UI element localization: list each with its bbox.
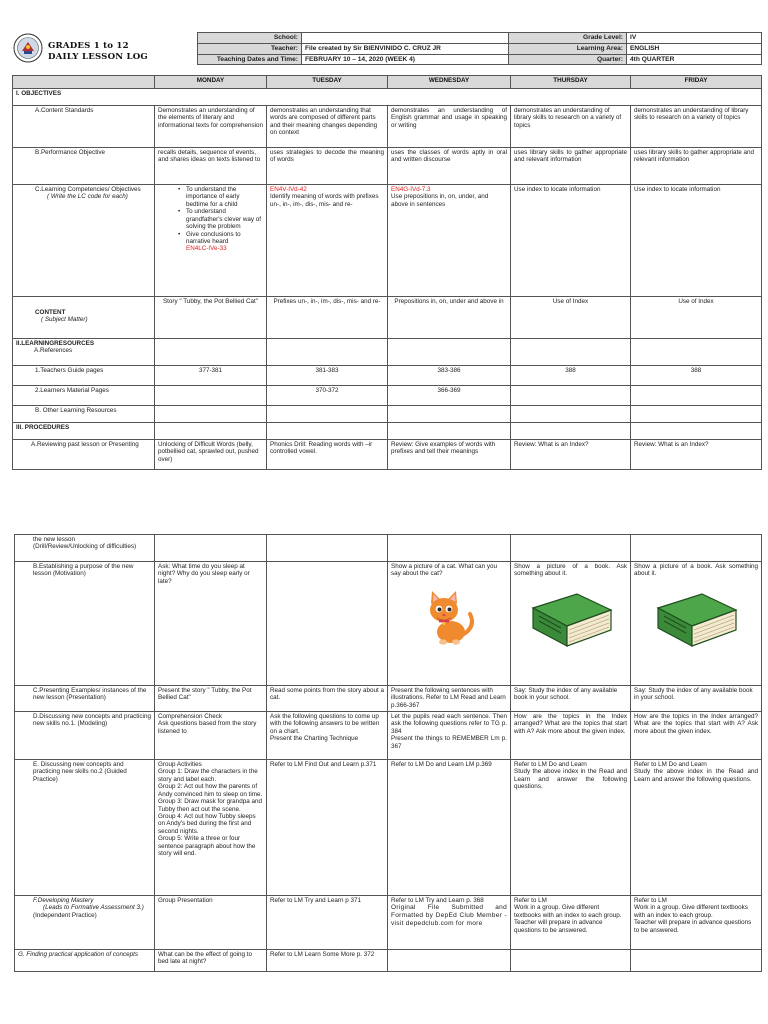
cell (511, 950, 631, 972)
cell-text: Use prepositions in, on, under, and above in sentences (391, 193, 489, 208)
cell: 366-369 (388, 386, 511, 406)
cell (511, 562, 631, 686)
list-item: • To understand the importance of early bedtime for a child (174, 186, 263, 208)
cell: Review: What is an Index? (511, 440, 631, 470)
cell (388, 339, 511, 366)
cell: Refer to LM Do and Learn Study the above index in the Read and Learn and answer the following questions. (511, 760, 631, 896)
green-book-illustration (650, 586, 742, 654)
section-procedures: III. PROCEDURES (13, 423, 155, 440)
cell: Review: What is an Index? (631, 440, 762, 470)
corner-cell (13, 76, 155, 89)
cell (388, 535, 511, 562)
cell: Story " Tubby, the Pot Bellied Cat" (155, 297, 267, 339)
row-label-discussing-1: D.Discussing new concepts and practicing new skills no.1. (Modeling) (15, 712, 155, 760)
cell: Present the following sentences with illustrations. Refer to LM Read and Learn p.366-367 (388, 686, 511, 712)
cell: Refer to LM Try and Learn p 371 (267, 896, 388, 950)
teacher-value: File created by Sir BIENVINIDO C. CRUZ JR (302, 43, 509, 54)
cell: How are the topics in the Index arranged? What are the topics that start with A? Ask more about the given index. (511, 712, 631, 760)
deped-seal-icon (13, 33, 43, 63)
cell: uses strategies to decode the meaning of words (267, 148, 388, 185)
cell (155, 339, 267, 366)
area-label: Learning Area: (509, 43, 627, 54)
cell: recalls details, sequence of events, and shares ideas on texts listened to (155, 148, 267, 185)
cell: Say: Study the index of any available book in your school. (631, 686, 762, 712)
cell: Ask the following questions to come up with the following answers to be written on a chart. Present the Charting Technique (267, 712, 388, 760)
school-value (302, 33, 509, 44)
cell: Present the story " Tubby, the Pot Bellied Cat" (155, 686, 267, 712)
row-label-application: G. Finding practical application of concepts (15, 950, 155, 972)
cell (267, 185, 388, 297)
row-label-content (13, 297, 155, 339)
cell: demonstrates an understanding of English grammar and usage in speaking or writing (388, 106, 511, 148)
cell: Say: Study the index of any available book in your school. (511, 686, 631, 712)
day-header-thursday: THURSDAY (511, 76, 631, 89)
cell (388, 562, 511, 686)
cell: Refer to LM Do and Learn LM p.369 (388, 760, 511, 896)
cell-text: Show a picture of a book. Ask something about it. (634, 563, 758, 578)
lc-code: EN4V-IVd-42 (270, 186, 307, 193)
cell: 377-381 (155, 366, 267, 386)
label-line: (Drill/Review/Unlocking of difficulties) (33, 543, 137, 551)
cell (511, 339, 631, 366)
label-line: (Independent Practice) (33, 911, 97, 919)
watermark-text: Original File Submitted and Formatted by DepEd Club Member - visit depedclub.com for more (391, 904, 507, 927)
cell (155, 386, 267, 406)
cell: Comprehension Check Ask questions based from the story listened to (155, 712, 267, 760)
dates-value: FEBRUARY 10 – 14, 2020 (WEEK 4) (302, 54, 509, 65)
cell: 370-372 (267, 386, 388, 406)
cell: Demonstrates an understanding of the elements of literary and informational texts for comprehension (155, 106, 267, 148)
cell: 381-383 (267, 366, 388, 386)
cell (511, 406, 631, 423)
cell-text: Identify meaning of words with prefixes un-, in-, im-, dis-, mis- and re- (270, 193, 379, 208)
cell: Unlocking of Difficult Words (belly, potbellied cat, sprawled out, pushed over) (155, 440, 267, 470)
section-objectives: I. OBJECTIVES (13, 89, 762, 106)
cell: Group Presentation (155, 896, 267, 950)
cell: Use of Index (631, 297, 762, 339)
day-header-friday: FRIDAY (631, 76, 762, 89)
cell (631, 406, 762, 423)
lc-code: EN4G-IVd-7.3 (391, 186, 431, 193)
cell: Use index to locate information (631, 185, 762, 297)
cell: 388 (631, 366, 762, 386)
cell (388, 185, 511, 297)
content-sublabel: ( Subject Matter) (41, 316, 88, 324)
header-info-table (197, 32, 762, 65)
title-line-2: DAILY LESSON LOG (48, 52, 148, 62)
quarter-value: 4th QUARTER (627, 54, 762, 65)
teacher-label: Teacher: (198, 43, 302, 54)
cell (631, 950, 762, 972)
school-label: School: (198, 33, 302, 44)
grade-label: Grade Level: (509, 33, 627, 44)
cell: Read some points from the story about a cat. (267, 686, 388, 712)
label-line: F.Developing Mastery (33, 897, 94, 904)
cell: Refer to LM Learn Some More p. 372 (267, 950, 388, 972)
cell (155, 535, 267, 562)
quarter-label: Quarter: (509, 54, 627, 65)
cell-text: Show a picture of a cat. What can you say about the cat? (391, 563, 498, 578)
cell (631, 423, 762, 440)
row-label-content-standards: A.Content Standards (13, 106, 155, 148)
row-label-performance: B.Performance Objective (13, 148, 155, 185)
cell: Refer to LM Find Out and Learn p.371 (267, 760, 388, 896)
row-label-other: B. Other Learning Resources (13, 406, 155, 423)
cell: How are the topics in the Index arranged? What are the topics that start with A? Ask more about the given index. (631, 712, 762, 760)
cat-illustration (420, 586, 478, 648)
cell (511, 423, 631, 440)
cell: Group Activities Group 1: Draw the characters in the story and label each. Group 2: Act out how the parents of Andy convinced him to sleep on time. Group 3: Draw mask for grandpa and Tubby then act out the scene. Group 4: Act out how Tubby sleeps on Andy's bed during the first and second nights. Group 5: Write a three or four sentence paragraph about how the story will end. (155, 760, 267, 896)
cell (631, 562, 762, 686)
cell: Phonics Drill: Reading words with –ir controlled vowel. (267, 440, 388, 470)
row-label-lm: 2.Learners Material Pages (13, 386, 155, 406)
cell: 388 (511, 366, 631, 386)
row-label-tg: 1.Teachers Guide pages (13, 366, 155, 386)
cell: Prefixes un-, in-, im-, dis-, mis- and re- (267, 297, 388, 339)
list-item: • Give conclusions to narrative heard (174, 231, 263, 246)
cell (155, 423, 267, 440)
cell (388, 406, 511, 423)
competencies-label: C.Learning Competencies/ Objectives (35, 186, 141, 193)
area-value: ENGLISH (627, 43, 762, 54)
cell: What can be the effect of going to bed late at night? (155, 950, 267, 972)
row-label-resources (13, 339, 155, 366)
label-line: (Leads to Formative Assessment 3.) (43, 904, 144, 912)
row-label-establishing: B.Establishing a purpose of the new lesson (Motivation) (15, 562, 155, 686)
cell (155, 185, 267, 297)
cell (631, 339, 762, 366)
competencies-sublabel: ( Write the LC code for each) (47, 193, 128, 201)
cell (631, 535, 762, 562)
grade-value: IV (627, 33, 762, 44)
cell: Let the pupils read each sentence. Then ask the following questions refer to TG p. 384 Present the things to REMEMBER Lm p. 367 (388, 712, 511, 760)
cell: uses library skills to gather appropriate and relevant information (511, 148, 631, 185)
cell (267, 339, 388, 366)
cell (267, 562, 388, 686)
cell: Ask: What time do you sleep at night? Why do you sleep early or late? (155, 562, 267, 686)
cell: uses library skills to gather appropriate and relevant information (631, 148, 762, 185)
lesson-table-part-1 (12, 75, 762, 470)
cell (155, 406, 267, 423)
cell: demonstrates an understanding of library skills to research on a variety of topics (511, 106, 631, 148)
cell: uses the classes of words aptly in oral and written discourse (388, 148, 511, 185)
green-book-illustration (525, 586, 617, 654)
label-line: the new lesson (33, 536, 76, 543)
lc-code: EN4LC-IVe-33 (186, 245, 227, 253)
cell: Use index to locate information (511, 185, 631, 297)
cell-text: Show a picture of a book. Ask something about it. (514, 563, 627, 578)
cell (388, 423, 511, 440)
cell (388, 896, 511, 950)
references-label: A.References (34, 347, 73, 355)
cell (267, 535, 388, 562)
cell (631, 386, 762, 406)
cell: Refer to LM Work in a group. Give different textbooks with an index to each group. Teacher will prepare in advance questions to be answered. (631, 896, 762, 950)
day-header-tuesday: TUESDAY (267, 76, 388, 89)
cell: Use of Index (511, 297, 631, 339)
title-line-1: GRADES 1 to 12 (48, 41, 129, 51)
cell: demonstrates an understanding of library skills to research on a variety of topics (631, 106, 762, 148)
list-item: • To understand grandfather's clever way of solving the problem (174, 208, 263, 230)
row-label-competencies (13, 185, 155, 297)
cell: Prepositions in, on, under and above in (388, 297, 511, 339)
cell: 383-386 (388, 366, 511, 386)
lesson-table-part-2 (14, 534, 762, 972)
cell (511, 535, 631, 562)
row-label-reviewing-cont (15, 535, 155, 562)
day-header-wednesday: WEDNESDAY (388, 76, 511, 89)
cell (267, 406, 388, 423)
cell (511, 386, 631, 406)
cell: Refer to LM Work in a group. Give different textbooks with an index to each group. Teacher will prepare in advance questions to be answered. (511, 896, 631, 950)
row-label-reviewing: A.Reviewing past lesson or Presenting (13, 440, 155, 470)
cell (388, 950, 511, 972)
cell: Refer to LM Do and Learn Study the above index in the Read and Learn and answer the following questions. (631, 760, 762, 896)
section-resources: II.LEARNINGRESOURCES (16, 340, 95, 347)
row-label-discussing-2: E. Discussing new concepts and practicing new skills no.2 (Guided Practice) (15, 760, 155, 896)
content-label: CONTENT (35, 309, 66, 316)
competency-list (158, 186, 263, 245)
dates-label: Teaching Dates and Time: (198, 54, 302, 65)
day-header-monday: MONDAY (155, 76, 267, 89)
row-label-presenting: C.Presenting Examples/ instances of the new lesson (Presentation) (15, 686, 155, 712)
cell: Review: Give examples of words with prefixes and tell their meanings (388, 440, 511, 470)
row-label-mastery (15, 896, 155, 950)
cell (267, 423, 388, 440)
cell-text: Refer to LM Try and Learn p. 368 (391, 897, 484, 904)
cell: demonstrates an understanding that words are composed of different parts and their meaning changes depending on context (267, 106, 388, 148)
